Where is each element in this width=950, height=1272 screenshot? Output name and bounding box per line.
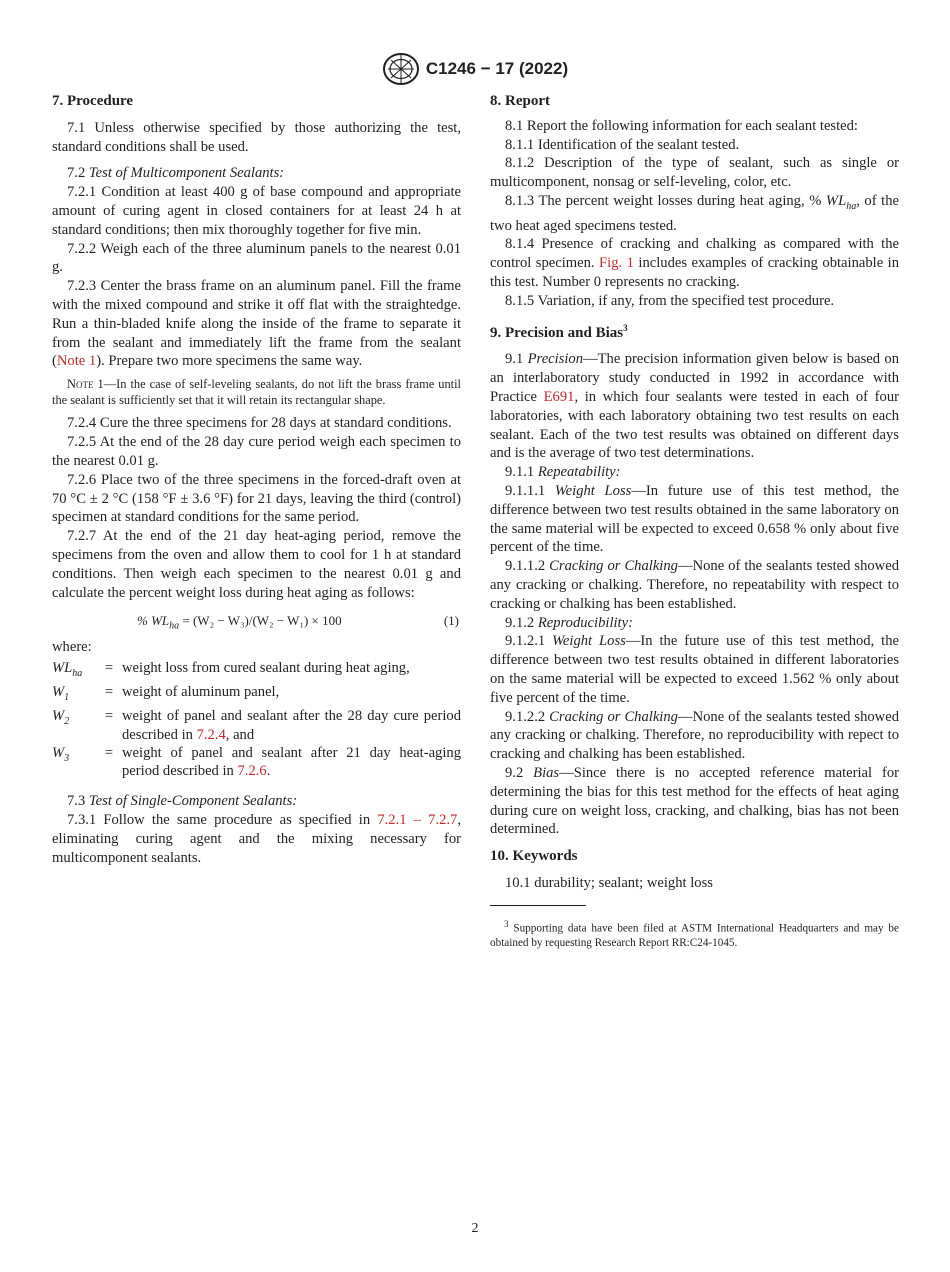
ref-7-2-6-link[interactable]: 7.2.6 bbox=[237, 762, 267, 779]
page-header bbox=[0, 52, 950, 91]
section-9-title: 9. Precision and Bias$^3$ bbox=[490, 322, 628, 341]
footnote-divider bbox=[490, 905, 586, 906]
para-8-1-3: 8.1.3 The percent weight losses during heat aging, % $WL_{ha}$, of the two heat aged specimens tested. bbox=[490, 192, 899, 234]
para-8-1-1: 8.1.1 Identification of the sealant tested. bbox=[505, 136, 740, 153]
section-8-title: 8. Report bbox=[490, 93, 550, 109]
para-8-1-4: 8.1.4 Presence of cracking and chalking as compared with the control specimen. Fig. 1 includes examples of cracking obtainable in this test. Number 0 represents no cracking. bbox=[490, 236, 899, 291]
para-9-1-2: 9.1.2 Reproducibility: bbox=[505, 614, 633, 631]
right-column bbox=[490, 92, 899, 961]
para-7-2-5: 7.2.5 At the end of the 28 day cure period weigh each specimen to the nearest 0.01 g. bbox=[52, 434, 461, 469]
para-9-1-2-1: 9.1.2.1 Weight Loss—In the future use of this test method, the difference between two test results obtained in different laboratories on the same material will be expected to exceed 1.562 % only about five percent of the time. bbox=[490, 633, 900, 706]
footnote-3: $^3$ Supporting data have been filed at ASTM International Headquarters and may be obtained by requesting Research Report RR:C24-1045. bbox=[490, 918, 899, 949]
variable-row: $W_1$ = weight of aluminum panel, bbox=[52, 684, 280, 704]
variable-row: $W_3$ = weight of panel and sealant after 21 day heat-aging period described in 7.2.6. bbox=[52, 744, 461, 779]
left-column bbox=[52, 92, 461, 867]
para-7-1: 7.1 Unless otherwise specified by those authorizing the test, standard conditions shall be used. bbox=[52, 119, 461, 155]
para-9-1-2-2: 9.1.2.2 Cracking or Chalking—None of the sealants tested showed any cracking or chalking. Therefore, no reproducibility with repect to cracking and chalking has been established. bbox=[490, 708, 899, 763]
page-number: 2 bbox=[471, 1221, 479, 1236]
para-7-2: 7.2 Test of Multicomponent Sealants: bbox=[67, 165, 285, 182]
section-7-title: 7. Procedure bbox=[52, 93, 134, 109]
standard-designation: C1246 − 17 (2022) bbox=[425, 59, 569, 78]
para-7-2-3: 7.2.3 Center the brass frame on an aluminum panel. Fill the frame with the mixed compound and strike it off flat with the straightedge. Run a thin-bladed knife along the inside of the frame to separate it from the sealant and immediately lift the frame from the sealant (Note 1). Prepare two more specimens the same way. bbox=[52, 278, 461, 370]
para-7-2-6: 7.2.6 Place two of the three specimens in the forced-draft oven at 70 °C ± 2 °C (158 °F ± 3.6 °F) for 21 days, leaving the third (control) specimen at standard conditions for the same period. bbox=[52, 471, 461, 526]
para-8-1-5: 8.1.5 Variation, if any, from the specified test procedure. bbox=[505, 292, 835, 309]
footnote-3-ref[interactable]: 3 bbox=[623, 322, 628, 333]
ref-7-2-4-link[interactable]: 7.2.4 bbox=[196, 726, 226, 743]
note-1-link[interactable]: Note 1 bbox=[56, 353, 97, 370]
para-9-1-1-1: 9.1.1.1 Weight Loss—In future use of this test method, the difference between two test results obtained in the same laboratory on the same material will be expected to exceed 0.658 % only about five percent of the time. bbox=[490, 483, 899, 556]
para-7-2-1: 7.2.1 Condition at least 400 g of base compound and appropriate amount of curing agent in closed containers for at least 24 h at standard conditions; then mix thoroughly together for five min. bbox=[52, 184, 461, 238]
para-8-1: 8.1 Report the following information for each sealant tested: bbox=[505, 117, 858, 134]
para-10-1: 10.1 durability; sealant; weight loss bbox=[505, 874, 713, 891]
para-7-2-7: 7.2.7 At the end of the 21 day heat-aging period, remove the specimens from the oven and allow them to cool for 1 h at standard conditions. Then weigh each specimen to the nearest 0.01 g and calculate the percent weight loss during heat aging as follows: bbox=[52, 528, 461, 601]
para-9-2: 9.2 Bias—Since there is no accepted reference material for determining the bias for this test method for the effects of heat aging during cure on weight loss, cracking, and chalking, bias has not been determined. bbox=[490, 765, 900, 838]
para-7-3-1: 7.3.1 Follow the same procedure as specified in 7.2.1 – 7.2.7, eliminating curing agent and the mixing necessary for multicomponent sealants. bbox=[52, 811, 461, 866]
fig-1-link[interactable]: Fig. 1 bbox=[599, 255, 634, 272]
section-10-title: 10. Keywords bbox=[490, 848, 578, 865]
para-7-2-4: 7.2.4 Cure the three specimens for 28 days at standard conditions. bbox=[67, 415, 452, 432]
variable-definitions bbox=[52, 659, 461, 780]
para-8-1-2: 8.1.2 Description of the type of sealant, such as single or multicomponent, nonsag or self-leveling, color, etc. bbox=[490, 155, 899, 191]
e691-link[interactable]: E691 bbox=[543, 389, 575, 406]
astm-logo-icon bbox=[382, 52, 420, 86]
para-9-1-1: 9.1.1 Repeatability: bbox=[505, 464, 621, 481]
para-9-1-1-2: 9.1.1.2 Cracking or Chalking—None of the sealants tested showed any cracking or chalking. Therefore, no repeatability with respect to cracking or chalking has been established. bbox=[490, 558, 899, 612]
para-7-2-2: 7.2.2 Weigh each of the three aluminum panels to the nearest 0.01 g. bbox=[52, 240, 461, 276]
variable-row: $W_2$ = weight of panel and sealant after the 28 day cure period described in 7.2.4, and bbox=[52, 708, 461, 743]
equation-1: % $WL_{ha} = (W_2 - W_3)/(W_2 - W_1) \times 100$ (1) bbox=[137, 613, 459, 632]
ref-7-2-1-7-2-7-link[interactable]: 7.2.1 – 7.2.7 bbox=[377, 811, 458, 828]
equation-number: (1) bbox=[443, 613, 459, 629]
variable-row: $WL_{ha}$ = weight loss from cured sealant during heat aging, bbox=[52, 660, 410, 680]
note-1: Note 1—In the case of self-leveling sealants, do not lift the brass frame until the sealant is sufficiently set that it will retain its rectangular shape. bbox=[52, 377, 461, 407]
where-label: where: bbox=[52, 639, 92, 656]
para-7-3: 7.3 Test of Single-Component Sealants: bbox=[67, 793, 298, 810]
para-9-1: 9.1 Precision—The precision information given below is based on an interlaboratory study conducted in 1992 in accordance with Practice E691, in which four sealants were tested in each of four laboratories, with each laboratory obtaining two test results on each sealant. Each of the two test results was obtained on different days and is the average of two test determinations. bbox=[490, 351, 900, 462]
